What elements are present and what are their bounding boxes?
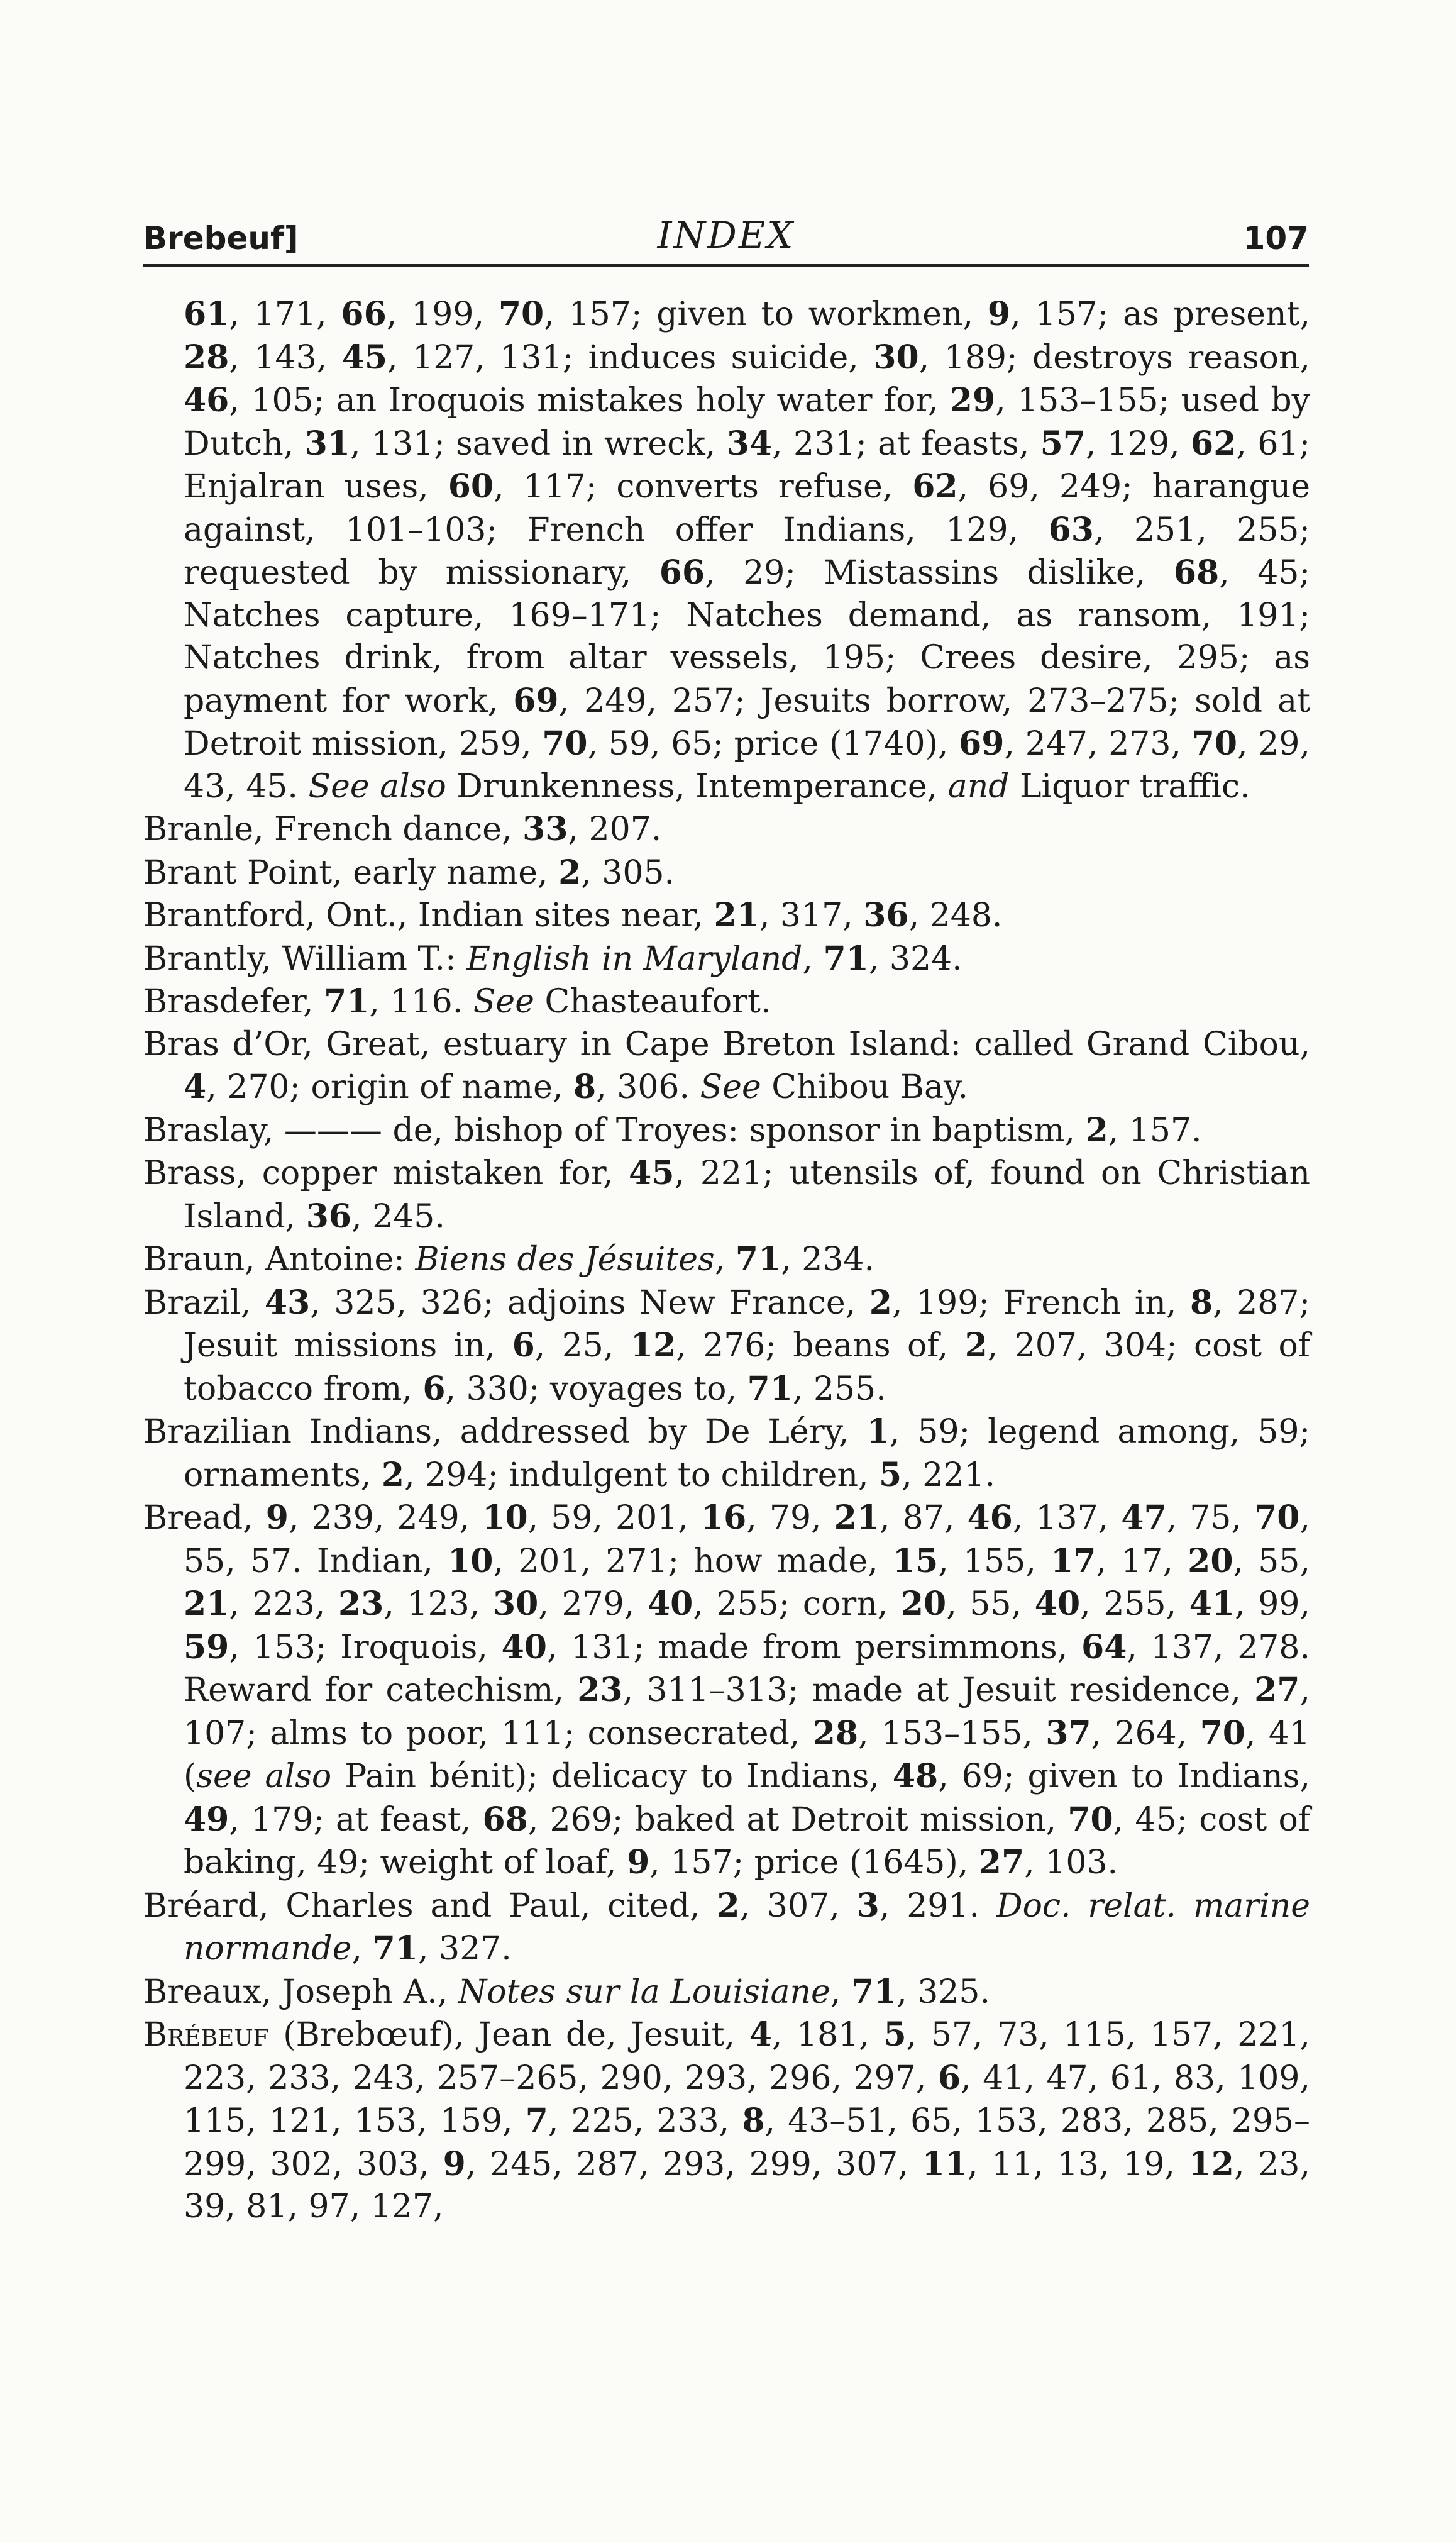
index-entry: 61, 171, 66, 199, 70, 157; given to workmen, 9, 157; as present, 28, 143, 45, 127, 131; induces suicide, 30, 189; destroys reason, 46, 105; an Iroquois mistakes holy water for, 29, 153–155; used by Dutch, 31, 131; saved in wreck, 34, 231; at feasts, 57, 129, 62, 61; Enjalran uses, 60, 117; converts refuse, 62, 69, 249; harangue against, 101–103; French offer Indians, 129, 63, 251, 255; requested by missionary, 66, 29; Mistassins dislike, 68, 45; Natches capture, 169–171; Natches demand, as ransom, 191; Natches drink, from altar vessels, 195; Crees desire, 295; as payment for work, 69, 249, 257; Jesuits borrow, 273–275; sold at Detroit mission, 259, 70, 59, 65; price (1740), 69, 247, 273, 70, 29, 43, 45. See also Drunkenness, Intemperance, and Liquor traffic. <box>184 295 1311 806</box>
index-entry: Braun, Antoine: Biens des Jésuites, 71, 234. <box>143 1240 874 1278</box>
page-number: 107 <box>1243 220 1309 257</box>
index-entries <box>143 293 1310 2229</box>
index-entry: Brébeuf (Brebœuf), Jean de, Jesuit, 4, 181, 5, 57, 73, 115, 157, 221, 223, 233, 243, 257–265, 290, 293, 296, 297, 6, 41, 47, 61, 83, 109, 115, 121, 153, 159, 7, 225, 233, 8, 43–51, 65, 153, 283, 285, 295–299, 302, 303, 9, 245, 287, 293, 299, 307, 11, 11, 13, 19, 12, 23, 39, 81, 97, 127, <box>143 2015 1311 2225</box>
index-entry: Brass, copper mistaken for, 45, 221; utensils of, found on Christian Island, 36, 245. <box>143 1154 1311 1236</box>
index-entry: Bread, 9, 239, 249, 10, 59, 201, 16, 79, 21, 87, 46, 137, 47, 75, 70, 55, 57. Indian, 10, 201, 271; how made, 15, 155, 17, 17, 20, 55, 21, 223, 23, 123, 30, 279, 40, 255; corn, 20, 55, 40, 255, 41, 99, 59, 153; Iroquois, 40, 131; made from persimmons, 64, 137, 278. Reward for catechism, 23, 311–313; made at Jesuit residence, 27, 107; alms to poor, 111; consecrated, 28, 153–155, 37, 264, 70, 41 (see also Pain bénit); delicacy to Indians, 48, 69; given to Indians, 49, 179; at feast, 68, 269; baked at Detroit mission, 70, 45; cost of baking, 49; weight of loaf, 9, 157; price (1645), 27, 103. <box>143 1499 1310 1881</box>
index-entry: Brazil, 43, 325, 326; adjoins New France, 2, 199; French in, 8, 287; Jesuit missions in, 6, 25, 12, 276; beans of, 2, 207, 304; cost of tobacco from, 6, 330; voyages to, 71, 255. <box>143 1283 1311 1408</box>
index-entry: Bréard, Charles and Paul, cited, 2, 307, 3, 291. Doc. relat. marine normande, 71, 327. <box>143 1886 1311 1968</box>
running-header <box>143 200 1309 257</box>
header-title: INDEX <box>657 214 795 257</box>
index-entry: Breaux, Joseph A., Notes sur la Louisiane, 71, 325. <box>143 1972 991 2011</box>
index-entry: Brazilian Indians, addressed by De Léry, 1, 59; legend among, 59; ornaments, 2, 294; indulgent to children, 5, 221. <box>143 1412 1310 1494</box>
index-entry: Branle, French dance, 33, 207. <box>143 810 662 848</box>
index-entry: Brasdefer, 71, 116. See Chasteaufort. <box>143 982 771 1021</box>
index-entry: Brant Point, early name, 2, 305. <box>143 853 675 892</box>
index-entry: Bras d’Or, Great, estuary in Cape Breton Island: called Grand Cibou, 4, 270; origin of name, 8, 306. See Chibou Bay. <box>143 1025 1310 1106</box>
index-entry: Brantford, Ont., Indian sites near, 21, 317, 36, 248. <box>143 896 1003 934</box>
header-left-catchword: Brebeuf] <box>143 220 299 257</box>
index-entry: Brantly, William T.: English in Maryland, 71, 324. <box>143 939 962 978</box>
header-rule <box>143 264 1309 267</box>
index-entry: Braslay, ——— de, bishop of Troyes: sponsor in baptism, 2, 157. <box>143 1111 1202 1150</box>
